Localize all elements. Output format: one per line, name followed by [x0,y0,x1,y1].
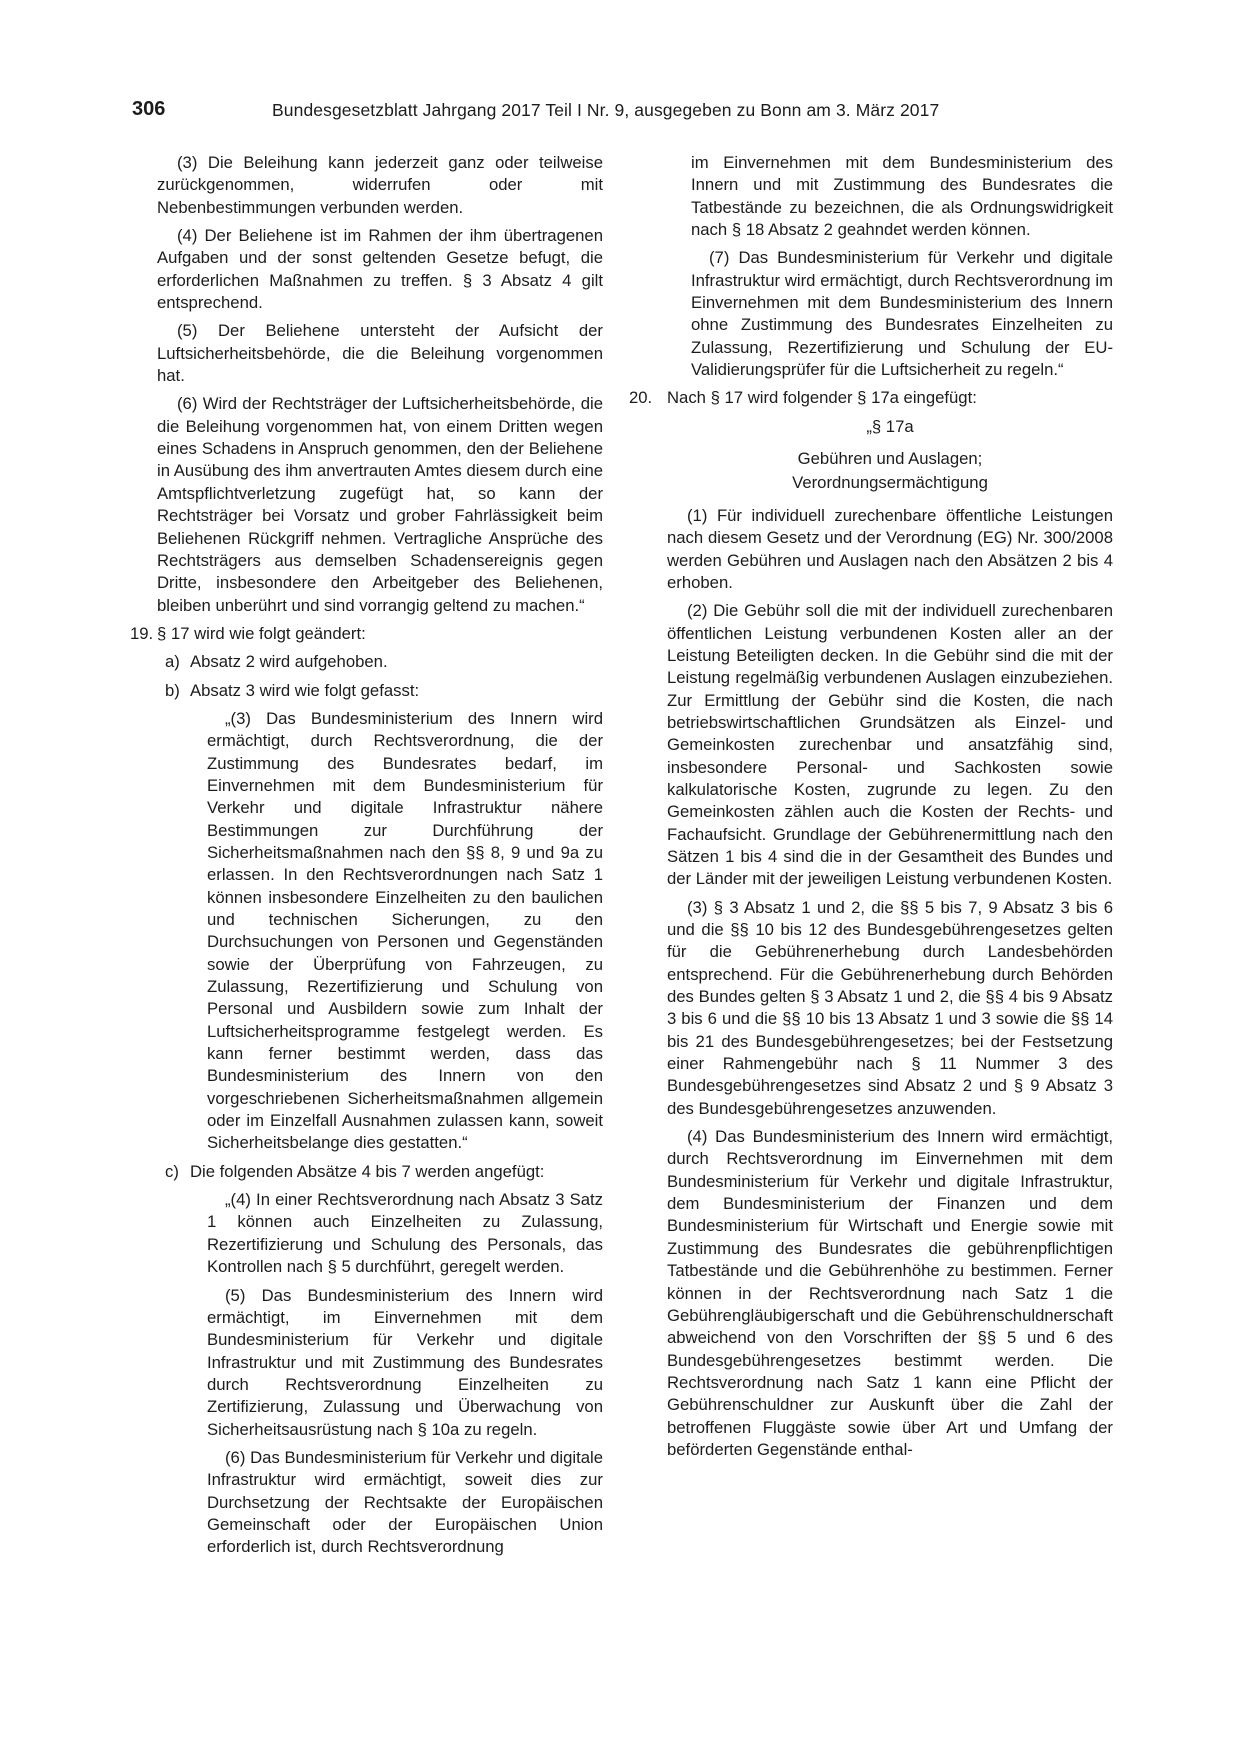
section-paragraph-1: (1) Für individuell zurechenbare öffentliche Leistungen nach diesem Gesetz und der Verordnung (EG) Nr. 300/2008 werden Gebühren und Auslagen nach den Absätzen 2 bis 4 erhoben. [667,505,1113,592]
paragraph-4: (4) Der Beliehene ist im Rahmen der ihm übertragenen Aufgaben und der sonst geltenden Gesetze befugt, die erforderlichen Maßnahmen zu treffen. § 3 Absatz 4 gilt entsprechend. [157,226,603,313]
page-header [132,98,1081,128]
quoted-paragraph-7: (7) Das Bundesministerium für Verkehr und digitale Infrastruktur wird ermächtigt, durch Rechtsverordnung im Einvernehmen mit dem Bundesministerium des Innern ohne Zustimmung des Bundesrates Einzelheiten zu Zulassung, Rezertifizierung und Schulung der EU-Validierungsprüfer für die Luftsicherheit zu regeln.“ [691,248,1113,380]
sub-item-text: Absatz 2 wird aufgehoben. [190,652,388,672]
paragraph-3: (3) Die Beleihung kann jederzeit ganz oder teilweise zurückgenommen, widerrufen oder mit Nebenbestimmungen verbunden werden. [157,153,603,217]
item-text: Nach § 17 wird folgender § 17a eingefügt: [667,388,977,408]
paragraph-6: (6) Wird der Rechtsträger der Luftsicherheitsbehörde, die die Beleihung vorgenommen hat, von einem Dritten wegen eines Schadens in Anspruch genommen, den der Beliehene in Ausübung des ihm anvertrauten Amtes diesem durch eine Amtspflichtverletzung zugefügt hat, so kann der Rechtsträger bei Vorsatz und grober Fahrlässigkeit beim Beliehenen Rückgriff nehmen. Vertragliche Ansprüche des Rechtsträgers aus demselben Schadensereignis gegen Dritte, insbesondere den Arbeitgeber des Beliehenen, bleiben unberührt und sind vorrangig geltend zu machen.“ [157,394,603,615]
sub-item-label: a) [165,652,180,672]
item-text: § 17 wird wie folgt geändert: [157,623,366,643]
sub-item-text: Die folgenden Absätze 4 bis 7 werden angefügt: [190,1161,545,1181]
section-heading-line-1: Gebühren und Auslagen; [797,449,983,469]
paragraph-5: (5) Der Beliehene untersteht der Aufsicht der Luftsicherheitsbehörde, die die Beleihung vorgenommen hat. [157,321,603,386]
item-number: 20. [629,388,653,408]
right-column [629,152,1113,1467]
section-number: „§ 17a [866,416,914,436]
section-paragraph-3: (3) § 3 Absatz 1 und 2, die §§ 5 bis 7, 9 Absatz 3 bis 6 und die §§ 10 bis 12 des Bundesgebührengesetzes gelten für die Gebührenerhebung durch Landesbehörden entsprechend. Für die Gebührenerhebung durch Behörden des Bundes gelten § 3 Absatz 1 und 2, die §§ 4 bis 9 Absatz 3 bis 6 und die §§ 10 bis 13 Absatz 1 und 3 sowie die §§ 14 bis 21 des Bundesgebührengesetzes; bei der Festsetzung einer Rahmengebühr nach § 11 Nummer 3 des Bundesgebührengesetzes sind Absatz 2 und § 9 Absatz 3 des Bundesgebührengesetzes anzuwenden. [667,897,1113,1118]
sub-item-label: b) [165,680,180,700]
sub-item-label: c) [165,1161,179,1181]
section-heading-line-2: Verordnungsermächtigung [792,473,988,493]
section-paragraph-2: (2) Die Gebühr soll die mit der individuell zurechenbaren öffentlichen Leistung verbundenen Kosten aller an der Leistung Beteiligten decken. In die Gebühr sind die mit der Leistung regelmäßig verbundenen Auslagen einzubeziehen. Zur Ermittlung der Gebühr sind die Kosten, die nach betriebswirtschaftlichen Grundsätzen als Einzel- und Gemeinkosten zurechenbar und ansatzfähig sind, insbesondere Personal- und Sachkosten sowie kalkulatorische Kosten, zugrunde zu legen. Zu den Gemeinkosten zählen auch die Kosten der Rechts- und Fachaufsicht. Grundlage der Gebührenermittlung nach den Sätzen 1 bis 4 sind die in der Gesamtheit des Bundes und der Länder mit der jeweiligen Leistung verbundenen Kosten. [667,601,1113,889]
sub-item-a [165,651,603,673]
left-column [130,152,603,1565]
continued-paragraph: im Einvernehmen mit dem Bundesministerium des Innern und mit Zustimmung des Bundesrates die Tatbestände zu bezeichnen, die als Ordnungswidrigkeit nach § 18 Absatz 2 geahndet werden können. [691,153,1113,240]
quoted-paragraph-5: (5) Das Bundesministerium des Innern wird ermächtigt, im Einvernehmen mit dem Bundesministerium für Verkehr und digitale Infrastruktur und mit Zustimmung des Bundesrates durch Rechtsverordnung Einzelheiten zu Zertifizierung, Zulassung und Überwachung von Sicherheitsausrüstung nach § 10a zu regeln. [207,1285,603,1439]
quoted-paragraph-4: „(4) In einer Rechtsverordnung nach Absatz 3 Satz 1 können auch Einzelheiten zu Zulassung, Rezertifizierung und Schulung des Personals, das Kontrollen nach § 5 durchführt, geregelt werden. [207,1190,603,1277]
page-number: 306 [132,98,166,120]
sub-item-b [165,680,603,702]
list-item-19 [130,623,603,645]
list-item-20 [629,387,1113,409]
sub-item-text: Absatz 3 wird wie folgt gefasst: [190,680,420,700]
section-paragraph-4: (4) Das Bundesministerium des Innern wird ermächtigt, durch Rechtsverordnung im Einvernehmen mit dem Bundesministerium für Verkehr und digitale Infrastruktur, dem Bundesministerium der Finanzen und dem Bundesministerium für Wirtschaft und Energie sowie mit Zustimmung des Bundesrates die gebührenpflichtigen Tatbestände und die Gebührenhöhe zu bestimmen. Ferner können in der Rechtsverordnung nach Satz 1 die Gebührengläubigerschaft und die Gebührenschuldnerschaft abweichend von den Vorschriften der §§ 5 und 6 des Bundesgebührengesetzes bestimmt werden. Die Rechtsverordnung nach Satz 1 kann eine Pflicht der Gebührenschuldner zur Auskunft über die Zahl der betroffenen Fluggäste sowie über Art und Umfang der beförderten Gegenstände enthal- [667,1127,1113,1459]
quoted-paragraph-6: (6) Das Bundesministerium für Verkehr und digitale Infrastruktur wird ermächtigt, soweit dies zur Durchsetzung der Rechtsakte der Europäischen Gemeinschaft oder der Europäischen Union erforderlich ist, durch Rechtsverordnung [207,1447,603,1557]
sub-item-c [165,1161,603,1183]
item-number: 19. [130,623,154,643]
header-title: Bundesgesetzblatt Jahrgang 2017 Teil I Nr. 9, ausgegeben zu Bonn am 3. März 2017 [272,100,940,120]
quoted-paragraph-3: „(3) Das Bundesministerium des Innern wird ermächtigt, durch Rechtsverordnung, die der Zustimmung des Bundesrates bedarf, im Einvernehmen mit dem Bundesministerium für Verkehr und digitale Infrastruktur nähere Bestimmungen zur Durchführung der Sicherheitsmaßnahmen nach den §§ 8, 9 und 9a zu erlassen. In den Rechtsverordnungen nach Satz 1 können insbesondere Einzelheiten zu den baulichen und technischen Sicherungen, zu den Durchsuchungen von Personen und Gegenständen sowie der Überprüfung von Fahrzeugen, zu Zulassung, Rezertifizierung und Schulung von Personal und Ausbildern sowie zum Inhalt der Luftsicherheitsprogramme festgelegt werden. Es kann ferner bestimmt werden, dass das Bundesministerium des Innern von den vorgeschriebenen Sicherheitsmaßnahmen allgemein oder im Einzelfall Ausnahmen zulassen kann, soweit Sicherheitsbelange dies gestatten.“ [207,708,603,1153]
